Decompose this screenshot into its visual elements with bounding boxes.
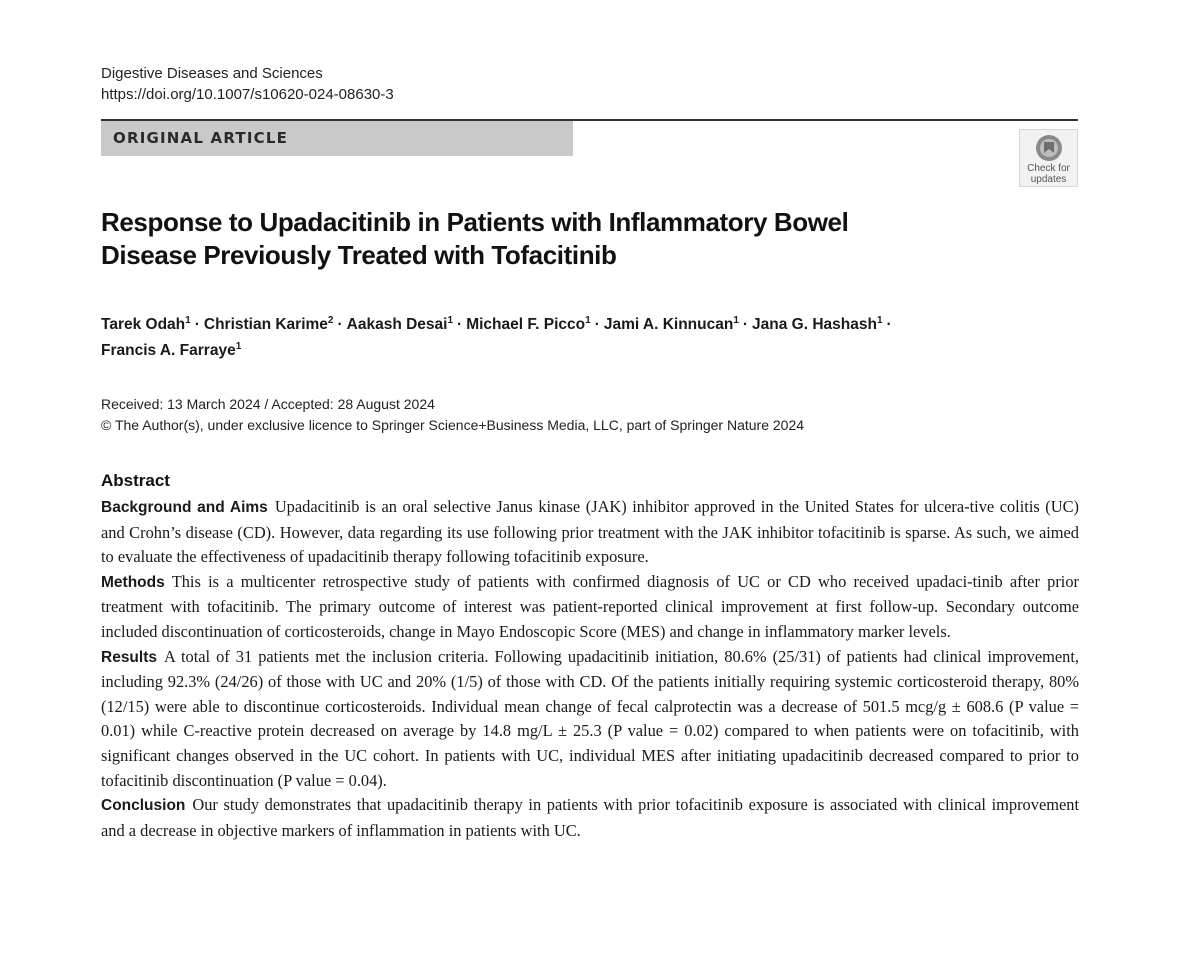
author-name[interactable]: Jana G. Hashash: [752, 316, 877, 333]
section-text: Our study demonstrates that upadacitinib therapy in patients with prior tofacitinib exposure is associated with clinical improvement and a decrease in objective markers of inflammation in patients with UC.: [101, 795, 1079, 840]
author-name[interactable]: Aakash Desai: [346, 316, 448, 333]
author-separator: ·: [457, 316, 463, 333]
author-separator: ·: [742, 316, 749, 333]
author-affiliation: 1: [876, 314, 883, 326]
abstract-section-results: [101, 645, 1079, 794]
author-separator: ·: [594, 316, 600, 333]
doi-link[interactable]: https://doi.org/10.1007/s10620-024-08630-3: [101, 86, 394, 103]
publication-dates: [101, 394, 1061, 436]
author-affiliation: 2: [327, 314, 334, 326]
author-name[interactable]: Jami A. Kinnucan: [603, 316, 734, 333]
author-separator: ·: [886, 316, 892, 333]
title-line-1: Response to Upadacitinib in Patients with Inflammatory Bowel: [101, 207, 849, 237]
section-label: Background and Aims: [101, 499, 268, 516]
article-type-banner: ORIGINAL ARTICLE: [101, 121, 573, 156]
author-name[interactable]: Tarek Odah: [101, 316, 186, 333]
author-name[interactable]: Christian Karime: [203, 316, 328, 333]
author-affiliation: 1: [733, 314, 739, 326]
received-accepted-dates: Received: 13 March 2024 / Accepted: 28 August 2024: [101, 396, 435, 412]
section-text: A total of 31 patients met the inclusion criteria. Following upadacitinib initiation, 80.6% (25/31) of patients had clinical improvement, including 92.3% (24/26) of those with UC and 20% (1/5) of those with CD. Of the patients initially requiring systemic corticosteroid therapy, 80% (12/15) were able to discontinue corticosteroids. Individual mean change of fecal calprotectin was a decrease of 501.5 mcg/g ± 608.6 (P value = 0.01) while C-reactive protein decreased on average by 14.8 mg/L ± 25.3 (P value = 0.02) compared to when patients were on tofacitinib, with significant changes observed in the UC cohort. In patients with UC, individual MES after initiating upadacitinib decreased compared to prior to tofacitinib discontinuation (P value = 0.04).: [101, 646, 1079, 790]
abstract-section-conclusion: [101, 793, 1079, 843]
abstract-body: [101, 495, 1079, 843]
author-affiliation: 1: [447, 314, 454, 326]
journal-name: Digestive Diseases and Sciences: [101, 65, 323, 82]
article-title: [101, 206, 1001, 272]
copyright-notice: © The Author(s), under exclusive licence to Springer Science+Business Media, LLC, part of Springer Nature 2024: [101, 417, 805, 433]
section-label: Conclusion: [101, 797, 186, 815]
check-for-updates-button[interactable]: [1019, 129, 1078, 187]
author-name[interactable]: Michael F. Picco: [466, 316, 586, 333]
journal-info: [101, 63, 394, 105]
author-list: [101, 312, 1061, 364]
author-line-1: [101, 312, 1061, 338]
author-affiliation: 1: [585, 314, 591, 326]
title-line-2: Disease Previously Treated with Tofacitinib: [101, 240, 617, 270]
author-line-2: [101, 338, 1061, 364]
abstract-section-methods: [101, 570, 1079, 645]
section-text: This is a multicenter retrospective study of patients with confirmed diagnosis of UC or CD who received upadaci-tinib after prior treatment with tofacitinib. The primary outcome of interest was patient-reported clinical improvement at first follow-up. Secondary outcome included discontinuation of corticosteroids, change in Mayo Endoscopic Score (MES) and change in inflammatory marker levels.: [101, 571, 1079, 641]
section-text: Upadacitinib is an oral selective Janus kinase (JAK) inhibitor approved in the United States for ulcera-tive colitis (UC) and Crohn’s disease (CD). However, data regarding its use following prior treatment with the JAK inhibitor tofacitinib is sparse. As such, we aimed to evaluate the effectiveness of upadacitinib therapy following tofacitinib exposure.: [101, 497, 1079, 567]
updates-label: updates: [1030, 174, 1067, 185]
section-label: Results: [101, 648, 157, 666]
author-affiliation: 1: [235, 340, 242, 352]
author-name[interactable]: Francis A. Farraye: [101, 342, 236, 359]
abstract-heading: Abstract: [101, 471, 170, 490]
crossmark-icon: [1034, 133, 1064, 163]
author-separator: ·: [337, 316, 343, 333]
section-label: Methods: [101, 573, 165, 591]
author-separator: ·: [194, 316, 200, 333]
author-affiliation: 1: [185, 314, 191, 326]
check-for-label: Check for: [1027, 163, 1070, 174]
abstract-section-background: [101, 495, 1079, 570]
